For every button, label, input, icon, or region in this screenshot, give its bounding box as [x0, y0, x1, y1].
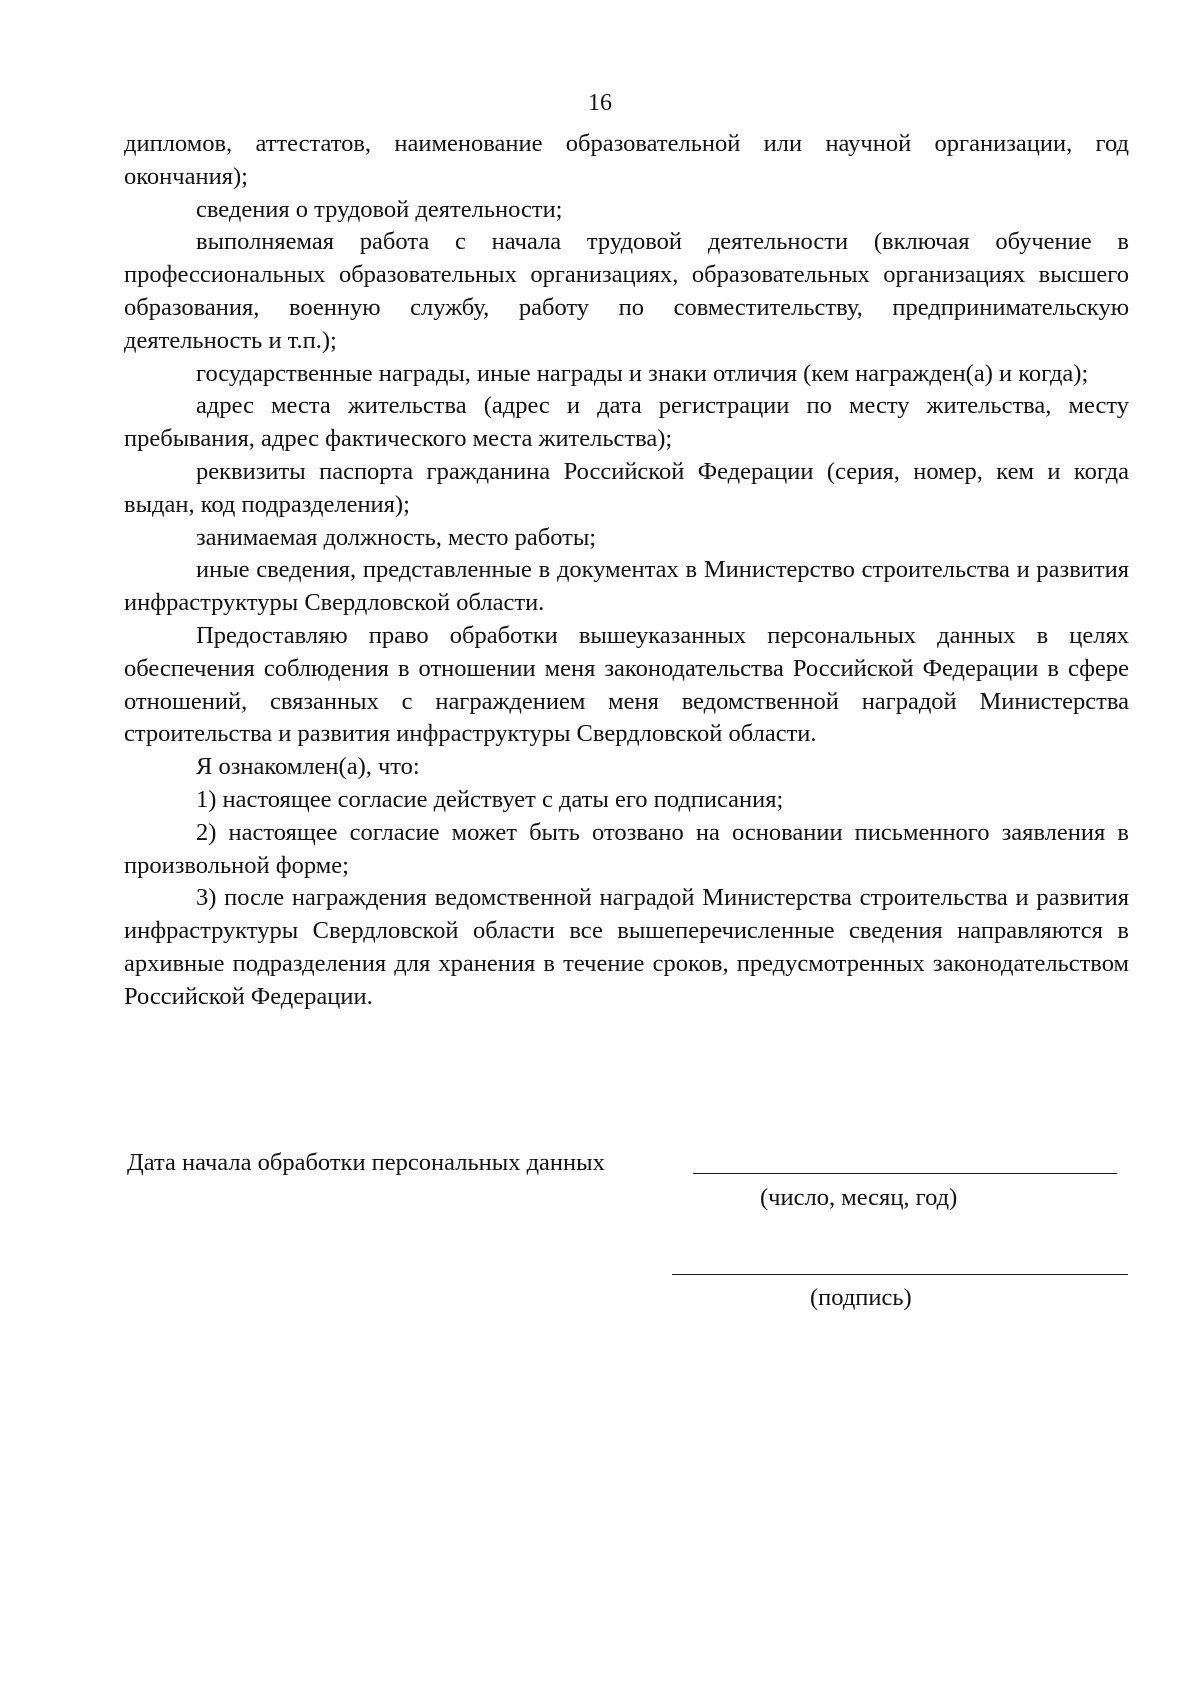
paragraph: 2) настоящее согласие может быть отозвано на основании письменного заявления в произвольной форме;: [124, 818, 1129, 879]
paragraph: выполняемая работа с начала трудовой деятельности (включая обучение в профессиональных образовательных организациях, образовательных организациях высшего образования, военную службу, работу по совместительству, предпринимательскую деятельность и т.п.);: [124, 228, 1129, 354]
paragraph: реквизиты паспорта гражданина Российской Федерации (серия, номер, кем и когда выдан, код подразделения);: [124, 457, 1129, 518]
date-label: Дата начала обработки персональных данных: [127, 1149, 605, 1176]
signature-caption: (подпись): [810, 1284, 912, 1311]
paragraph: 3) после награждения ведомственной наградой Министерства строительства и развития инфраструктуры Свердловской области все вышеперечисленные сведения направляются в архивные подразделения для хранения в течение сроков, предусмотренных законодательством Российской Федерации.: [124, 884, 1129, 1010]
paragraph: занимаемая должность, место работы;: [196, 523, 597, 551]
paragraph: 1) настоящее согласие действует с даты его подписания;: [196, 785, 784, 813]
paragraph: дипломов, аттестатов, наименование образовательной или научной организации, год окончания);: [124, 130, 1129, 190]
paragraph: сведения о трудовой деятельности;: [196, 195, 563, 223]
paragraph: адрес места жительства (адрес и дата регистрации по месту жительства, месту пребывания, адрес фактического места жительства);: [124, 392, 1129, 453]
paragraph: Предоставляю право обработки вышеуказанных персональных данных в целях обеспечения соблюдения в отношении меня законодательства Российской Федерации в сфере отношений, связанных с награждением меня ведомственной наградой Министерства строительства и развития инфраструктуры Свердловской области.: [124, 621, 1129, 748]
date-fill-line: [693, 1173, 1117, 1174]
date-caption: (число, месяц, год): [760, 1184, 958, 1211]
document-body: [124, 128, 1129, 1014]
paragraph: государственные награды, иные награды и знаки отличия (кем награжден(а) и когда);: [196, 359, 1089, 387]
paragraph: иные сведения, представленные в документах в Министерство строительства и развития инфраструктуры Свердловской области.: [124, 556, 1129, 617]
paragraph: Я ознакомлен(а), что:: [196, 753, 420, 781]
signature-fill-line: [672, 1274, 1128, 1275]
page-number: 16: [588, 90, 612, 116]
